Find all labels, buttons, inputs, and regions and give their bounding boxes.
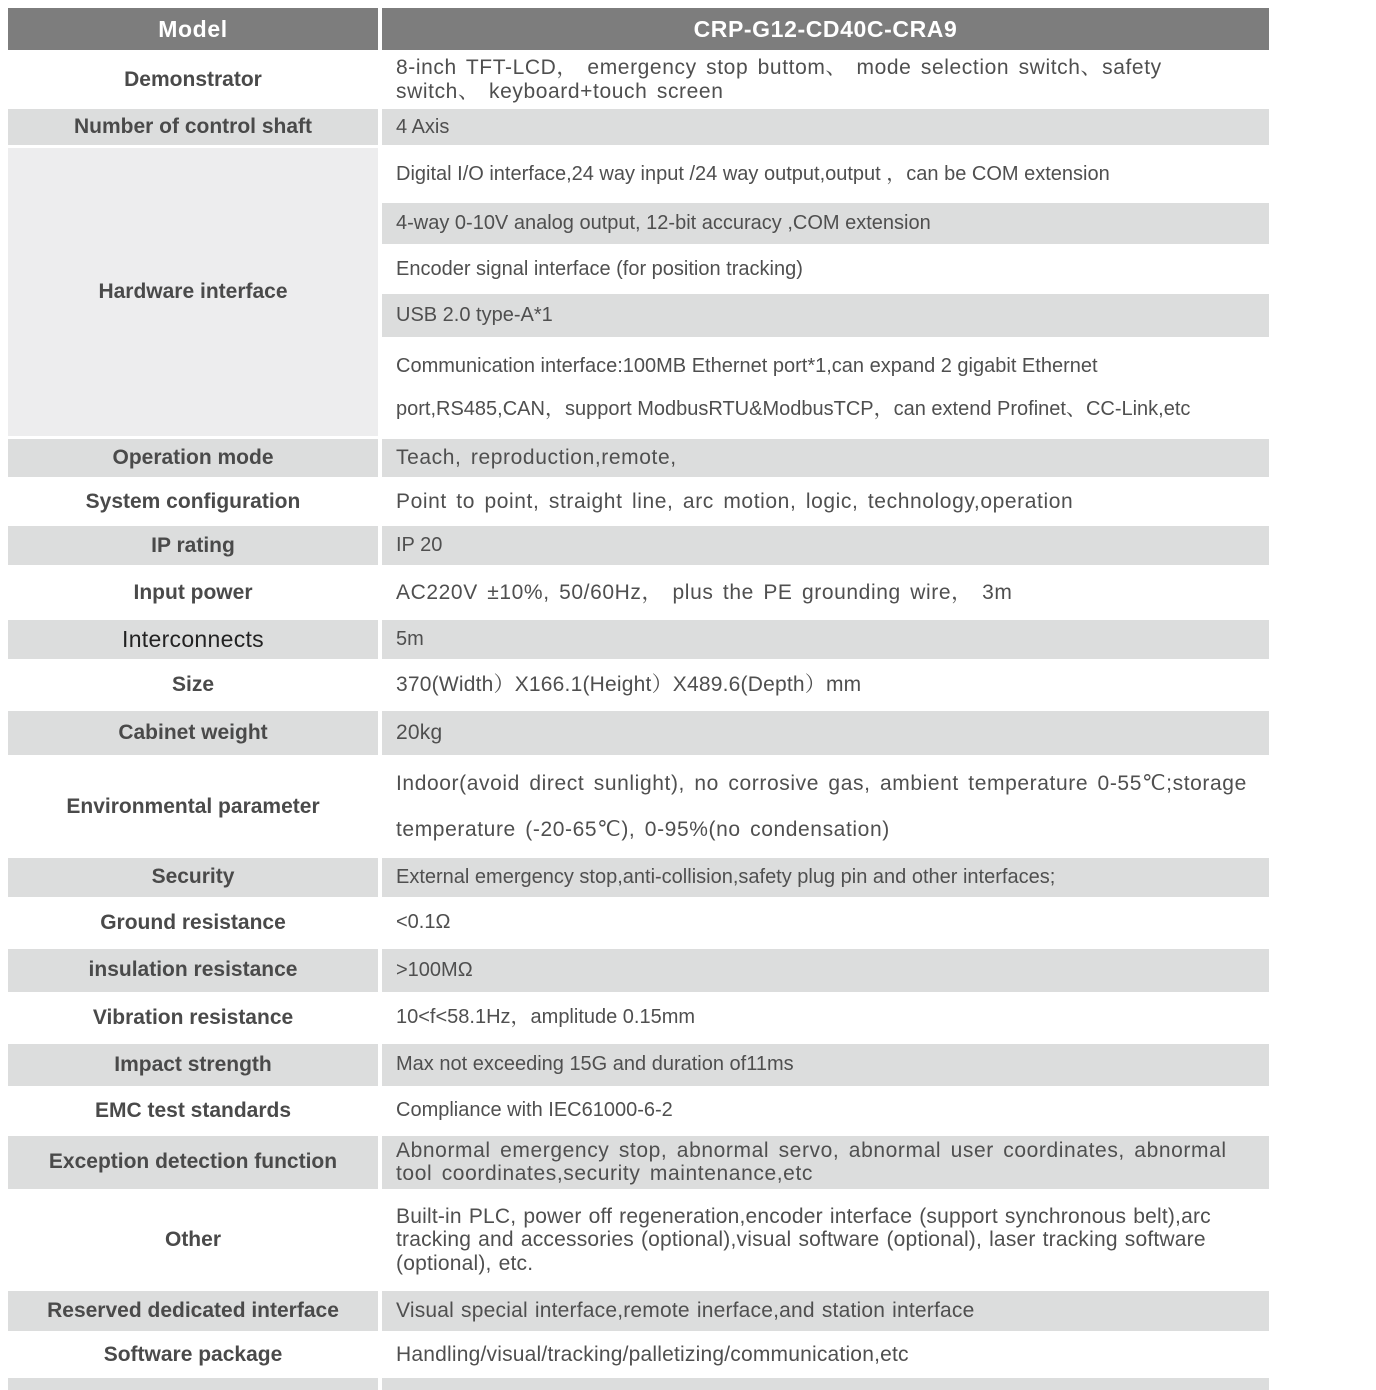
row-label-cell — [8, 526, 378, 565]
spec-row-demonstrator — [8, 53, 1269, 106]
row-value: External emergency stop,anti-collision,safety plug pin and other interfaces; — [396, 865, 1056, 888]
row-value-cell — [382, 480, 1269, 523]
row-value-cell — [382, 1192, 1269, 1288]
row-value: Indoor(avoid direct sunlight), no corrosive gas, ambient temperature 0-55℃;storage temperature (-20-65℃), 0-95%(no condensation) — [396, 772, 1247, 841]
row-label: Cabinet weight — [118, 721, 268, 745]
row-value-cell — [382, 758, 1269, 854]
spec-row-ground-resistance — [8, 900, 1269, 946]
spec-row-control-shaft — [8, 109, 1269, 145]
spec-table — [8, 8, 1269, 1390]
row-label-cell — [8, 620, 378, 659]
row-label: Reserved dedicated interface — [47, 1299, 339, 1323]
row-value: Teach, reproduction,remote, — [396, 446, 677, 470]
row-value: Digital I/O interface,24 way input /24 way output,output ，can be COM extension — [396, 162, 1110, 185]
row-label: Hardware interface — [98, 280, 288, 304]
row-value-cell — [382, 1089, 1269, 1133]
row-label: Demonstrator — [124, 67, 262, 91]
header-model-label: Model — [158, 15, 228, 42]
spec-row-emc-test-standards — [8, 1089, 1269, 1133]
row-label-cell — [8, 1089, 378, 1133]
row-value-cell — [382, 109, 1269, 145]
row-value: Communication interface:100MB Ethernet port*1,can expand 2 gigabit Ethernet port,RS485,CAN，support ModbusRTU&ModbusTCP，can extend Profinet、CC-Link,etc — [396, 355, 1191, 421]
spec-row-insulation-resistance — [8, 949, 1269, 992]
row-value: AC220V ±10%, 50/60Hz， plus the PE grounding wire， 3m — [396, 580, 1013, 604]
spec-row-exception-detection — [8, 1136, 1269, 1189]
row-value: 4 Axis — [396, 115, 450, 138]
row-value: 5m — [396, 628, 424, 651]
row-value: 20kg — [396, 721, 443, 745]
row-label-cell — [8, 1334, 378, 1375]
row-value-cell — [382, 900, 1269, 946]
spec-row-reserved-interface — [8, 1291, 1269, 1331]
row-value: IP 20 — [396, 534, 443, 557]
row-label: Other — [164, 1228, 221, 1252]
hardware-item-digital-io — [382, 148, 1269, 200]
row-value-cell — [382, 526, 1269, 565]
spec-row-software-package — [8, 1334, 1269, 1375]
row-label-cell — [8, 711, 378, 755]
row-label: Environmental parameter — [66, 794, 320, 818]
row-label-cell — [8, 758, 378, 854]
row-label-cell — [8, 949, 378, 992]
row-label: IP rating — [151, 533, 235, 557]
row-value: Max not exceeding 15G and duration of11ms — [396, 1053, 794, 1076]
spec-row-cabinet-weight — [8, 711, 1269, 755]
partial-label-cell — [8, 1378, 378, 1390]
partial-next-row — [8, 1378, 1269, 1390]
row-label-cell — [8, 109, 378, 145]
row-label: Impact strength — [114, 1052, 272, 1076]
row-value: Abnormal emergency stop, abnormal servo, abnormal user coordinates, abnormal tool coordinates,security maintenance,etc — [396, 1138, 1227, 1186]
row-value: 370(Width）X166.1(Height）X489.6(Depth）mm — [396, 673, 862, 697]
spec-row-operation-mode — [8, 439, 1269, 477]
header-model-label-cell — [8, 8, 378, 50]
row-value-cell — [382, 1044, 1269, 1086]
row-label: Vibration resistance — [92, 1005, 294, 1029]
row-label: Exception detection function — [48, 1150, 338, 1174]
row-value-cell — [382, 995, 1269, 1041]
row-label: Ground resistance — [100, 910, 286, 934]
header-model-value-cell — [382, 8, 1269, 50]
row-value: Compliance with IEC61000-6-2 — [396, 1099, 673, 1122]
row-label-cell — [8, 662, 378, 708]
row-label-cell — [8, 480, 378, 523]
spec-row-environmental-parameter — [8, 758, 1269, 854]
row-value: 4-way 0-10V analog output, 12-bit accuracy ,COM extension — [396, 212, 931, 235]
row-label: Number of control shaft — [73, 115, 312, 139]
row-value: Built-in PLC, power off regeneration,encoder interface (support synchronous belt),arc tracking and accessories (optional),visual software (optional), laser tracking software (optional), etc. — [396, 1204, 1211, 1276]
table-header-row — [8, 8, 1269, 50]
row-label: insulation resistance — [88, 958, 298, 982]
spec-row-vibration-resistance — [8, 995, 1269, 1041]
row-label-cell — [8, 1044, 378, 1086]
row-label-cell — [8, 53, 378, 106]
row-label-cell — [8, 568, 378, 617]
row-label-cell — [8, 900, 378, 946]
row-value-cell — [382, 53, 1269, 106]
spec-row-impact-strength — [8, 1044, 1269, 1086]
row-value: Visual special interface,remote inerface,and station interface — [396, 1299, 975, 1323]
row-value: >100MΩ — [396, 958, 473, 981]
row-label: Size — [171, 673, 215, 697]
row-value-cell — [382, 1334, 1269, 1375]
spec-row-input-power — [8, 568, 1269, 617]
spec-row-size — [8, 662, 1269, 708]
spec-row-ip-rating — [8, 526, 1269, 565]
row-value-cell — [382, 858, 1269, 897]
row-value: Encoder signal interface (for position tracking) — [396, 257, 803, 280]
row-label: Input power — [133, 580, 253, 604]
row-value: <0.1Ω — [396, 911, 451, 934]
row-label-cell — [8, 1291, 378, 1331]
spec-row-system-configuration — [8, 480, 1269, 523]
row-label-cell — [8, 439, 378, 477]
row-value-cell — [382, 439, 1269, 477]
row-value: USB 2.0 type-A*1 — [396, 304, 553, 327]
hardware-item-communication — [382, 340, 1269, 436]
header-model-value: CRP-G12-CD40C-CRA9 — [693, 15, 958, 42]
hardware-item-analog-output — [382, 203, 1269, 244]
row-label: Security — [151, 865, 235, 889]
row-value-cell — [382, 662, 1269, 708]
partial-value-cell — [382, 1378, 1269, 1390]
row-label: Operation mode — [112, 446, 274, 470]
row-label: Software package — [103, 1342, 283, 1366]
row-value-cell — [382, 711, 1269, 755]
spec-row-other — [8, 1192, 1269, 1288]
row-value-cell — [382, 949, 1269, 992]
hardware-item-encoder — [382, 247, 1269, 291]
row-label-cell — [8, 1136, 378, 1189]
hardware-item-usb — [382, 294, 1269, 337]
row-label: EMC test standards — [94, 1098, 292, 1122]
row-label-cell — [8, 148, 378, 436]
row-value: Point to point, straight line, arc motion, logic, technology,operation — [396, 489, 1074, 513]
row-value-cell — [382, 620, 1269, 659]
row-value-cell — [382, 1291, 1269, 1331]
spec-row-security — [8, 858, 1269, 897]
row-value: Handling/visual/tracking/palletizing/communication,etc — [396, 1342, 909, 1366]
row-value: 10<f<58.1Hz，amplitude 0.15mm — [396, 1006, 696, 1029]
row-label-cell — [8, 858, 378, 897]
row-value-cell — [382, 568, 1269, 617]
row-value-cell — [382, 1136, 1269, 1189]
row-label-cell — [8, 995, 378, 1041]
row-value: 8-inch TFT-LCD， emergency stop buttom、 mode selection switch、safety switch、 keyboard+touch screen — [396, 56, 1162, 103]
spec-row-interconnects — [8, 620, 1269, 659]
row-label: System configuration — [85, 489, 301, 513]
spec-row-hardware-interface — [8, 148, 1269, 436]
row-label-cell — [8, 1192, 378, 1288]
row-label: Interconnects — [122, 626, 264, 653]
hardware-interface-items — [382, 148, 1269, 436]
